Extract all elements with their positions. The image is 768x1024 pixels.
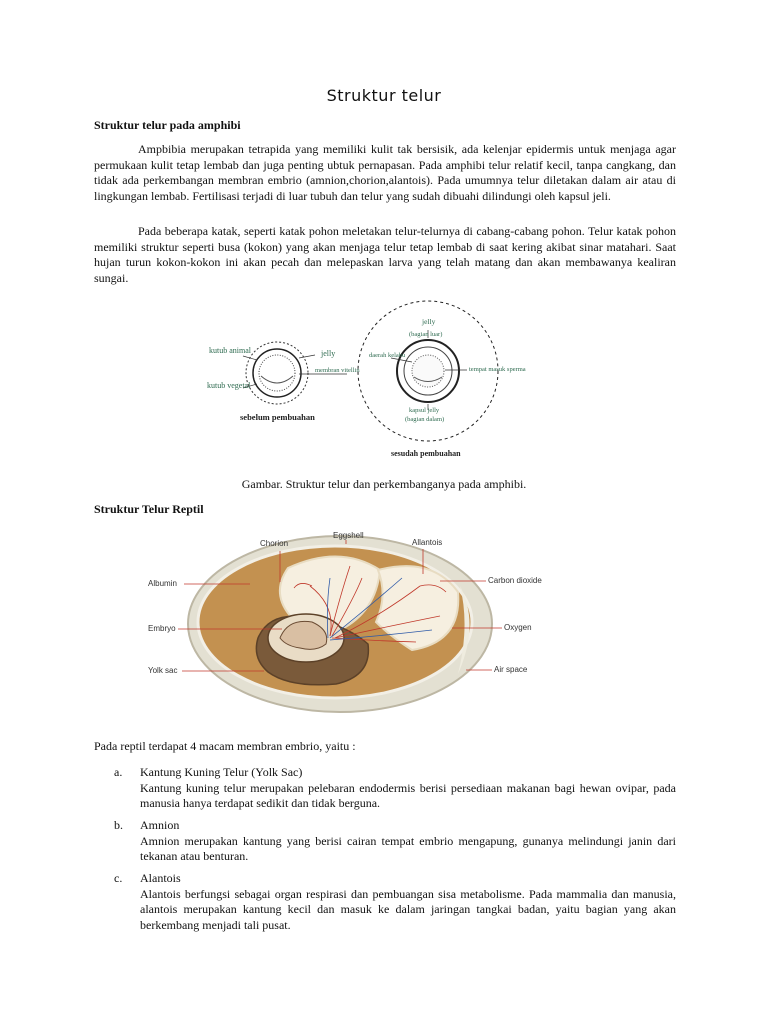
list-marker: a. xyxy=(114,765,123,779)
list-item-description: Amnion merupakan kantung yang berisi cairan tempat embrio mengapung, gunanya melindungi janin dari tekanan atau benturan. xyxy=(140,833,676,863)
section-heading-reptil: Struktur Telur Reptil xyxy=(94,502,204,516)
label-oxygen: Oxygen xyxy=(504,623,532,632)
label-sebelum-pembuahan: sebelum pembuahan xyxy=(240,412,315,422)
page-title: Struktur telur xyxy=(326,86,442,105)
paragraph-amphibi-1: Ampbibia merupakan tetrapida yang memiliki kulit tak bersisik, ada kelenjar epidermis untuk menjaga agar permukaan kulit tetap lembab dan juga penting ubtuk pernapasan. Pada amphibi telur relatif kecil, tanpa cangkang, dan tidak ada perkembangan membran embrio (amnion,chorion,alantois). Pada umumnya telur diletakan dalam air atau di lingkungan lembab. Fertilisasi terjadi di luar tubuh dan telur yang sudah dibuahi dilindungi oleh kapsul jeli. xyxy=(94,142,676,203)
label-air-space: Air space xyxy=(494,665,528,674)
label-kutub-vegetal: kutub vegetal xyxy=(207,381,251,390)
label-yolk-sac: Yolk sac xyxy=(148,666,178,675)
reptil-intro: Pada reptil terdapat 4 macam membran embrio, yaitu : xyxy=(94,739,356,753)
label-jelly: jelly xyxy=(321,349,336,358)
label-albumin: Albumin xyxy=(148,579,177,588)
label-eggshell: Eggshell xyxy=(333,531,364,540)
label-kutub-animal: kutub animal xyxy=(209,346,251,355)
reptile-egg-diagram xyxy=(140,526,560,718)
amphibian-egg-diagram xyxy=(195,298,535,468)
label-bagian-dalam: (bagian dalam) xyxy=(405,416,445,423)
label-tempat-masuk-sperma: tempat masuk sperma xyxy=(469,366,526,373)
paragraph-amphibi-2: Pada beberapa katak, seperti katak pohon meletakan telur-telurnya di cabang-cabang pohon. Telur katak pohon memiliki struktur seperti busa (kokon) yang akan menjaga telur tetap lembab di saat kering akibat sinar matahari. Saat hujan turun kokon-kokon ini akan pecah dan melepaskan larva yang telah matang dan akan membawanya kealiran sungai. xyxy=(94,224,676,285)
list-item-description: Kantung kuning telur merupakan pelebaran endodermis berisi persediaan makanan bagi hewan ovipar, pada manusia hanya terdapat sedikit dan tidak berguna. xyxy=(140,780,676,810)
list-item xyxy=(114,765,676,812)
label-jelly-luar: jelly xyxy=(422,317,436,326)
list-item-title: Kantung Kuning Telur (Yolk Sac) xyxy=(140,765,303,779)
list-item-description: Alantois berfungsi sebagai organ respirasi dan pembuangan sisa metabolisme. Pada mammalia dan manusia, alantois merupakan kantung kecil dan masuk ke dalam jaringan tangkai badan, yaitu bagian yang akan berkembang menjadi tali pusat. xyxy=(140,886,676,932)
label-bagian-luar: (bagian luar) xyxy=(409,331,443,338)
section-heading-amphibi: Struktur telur pada amphibi xyxy=(94,118,241,132)
list-item-title: Alantois xyxy=(140,871,181,885)
list-marker: c. xyxy=(114,871,123,885)
figure-caption-amphibi: Gambar. Struktur telur dan perkembanganya pada amphibi. xyxy=(241,477,527,491)
label-allantois: Allantois xyxy=(412,538,443,547)
list-item xyxy=(114,871,676,933)
label-carbon-dioxide: Carbon dioxide xyxy=(488,576,542,585)
label-embryo: Embryo xyxy=(148,624,176,633)
egg-before-fertilization xyxy=(246,342,308,404)
label-kapsul-jelly: kapsul jelly xyxy=(409,407,440,414)
list-item xyxy=(114,818,676,865)
list-marker: b. xyxy=(114,818,123,832)
label-membran-vitellin: membran vitellin xyxy=(315,367,360,374)
label-sesudah-pembuahan: sesudah pembuahan xyxy=(391,449,461,458)
list-item-title: Amnion xyxy=(140,818,180,832)
label-chorion: Chorion xyxy=(260,539,289,548)
label-daerah-kelabu: daerah kelabu xyxy=(369,352,406,359)
